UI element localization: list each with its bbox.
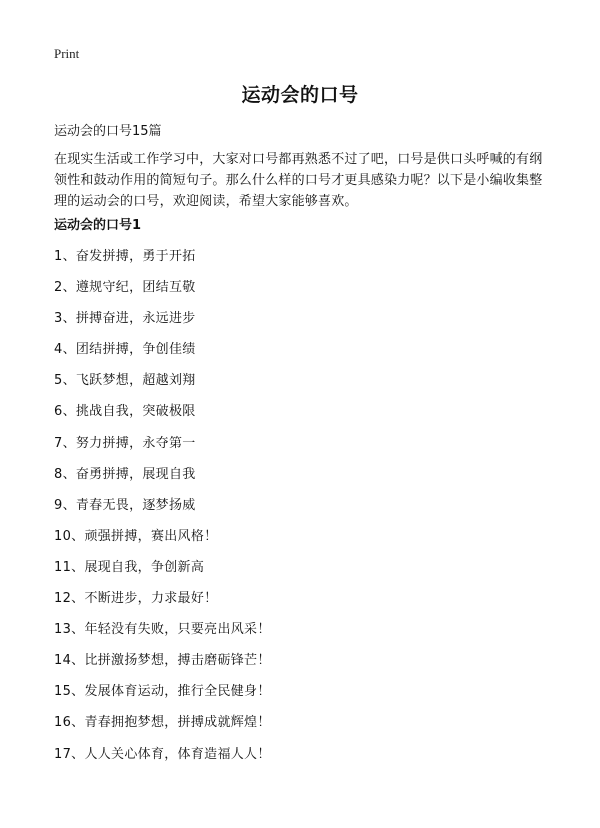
slogan-item: 10、顽强拼搏，赛出风格！ [54,528,218,544]
page-title: 运动会的口号 [241,84,359,106]
slogan-item: 8、奋勇拼搏，展现自我 [54,466,196,482]
slogan-item: 13、年轻没有失败，只要亮出风采！ [54,622,271,638]
slogan-item: 4、团结拼搏，争创佳绩 [54,342,196,358]
slogan-item: 16、青春拥抱梦想，拼搏成就辉煌！ [54,715,271,731]
slogan-item: 5、飞跃梦想，超越刘翔 [54,373,196,389]
slogan-item: 1、奋发拼搏，勇于开拓 [54,249,196,264]
print-link[interactable]: Print [54,46,80,61]
slogan-item: 11、展现自我，争创新高 [54,559,205,575]
section-heading: 运动会的口号1 [54,218,142,233]
slogan-item: 3、拼搏奋进，永远进步 [54,311,196,327]
slogan-list [54,249,271,778]
slogan-item: 12、不断进步，力求最好！ [54,591,218,607]
slogan-item: 9、青春无畏，逐梦扬威 [54,497,196,513]
slogan-item: 14、比拼激扬梦想，搏击磨砺锋芒！ [54,653,271,669]
intro-paragraph: 在现实生活或工作学习中，大家对口号都再熟悉不过了吧，口号是供口头呼喊的有纲领性和鼓动作用的简短句子。那么什么样的口号才更具感染力呢？以下是小编收集整理的运动会的口号，欢迎阅读，希望大家能够喜欢。 [54,152,543,209]
slogan-item: 2、遵规守纪，团结互敬 [54,280,196,296]
slogan-item: 7、努力拼搏，永夺第一 [54,435,196,451]
slogan-item: 17、人人关心体育，体育造福人人！ [54,746,271,762]
document-subtitle: 运动会的口号15篇 [54,124,162,139]
slogan-item: 15、发展体育运动，推行全民健身！ [54,684,271,700]
slogan-item: 6、挑战自我，突破极限 [54,404,196,420]
